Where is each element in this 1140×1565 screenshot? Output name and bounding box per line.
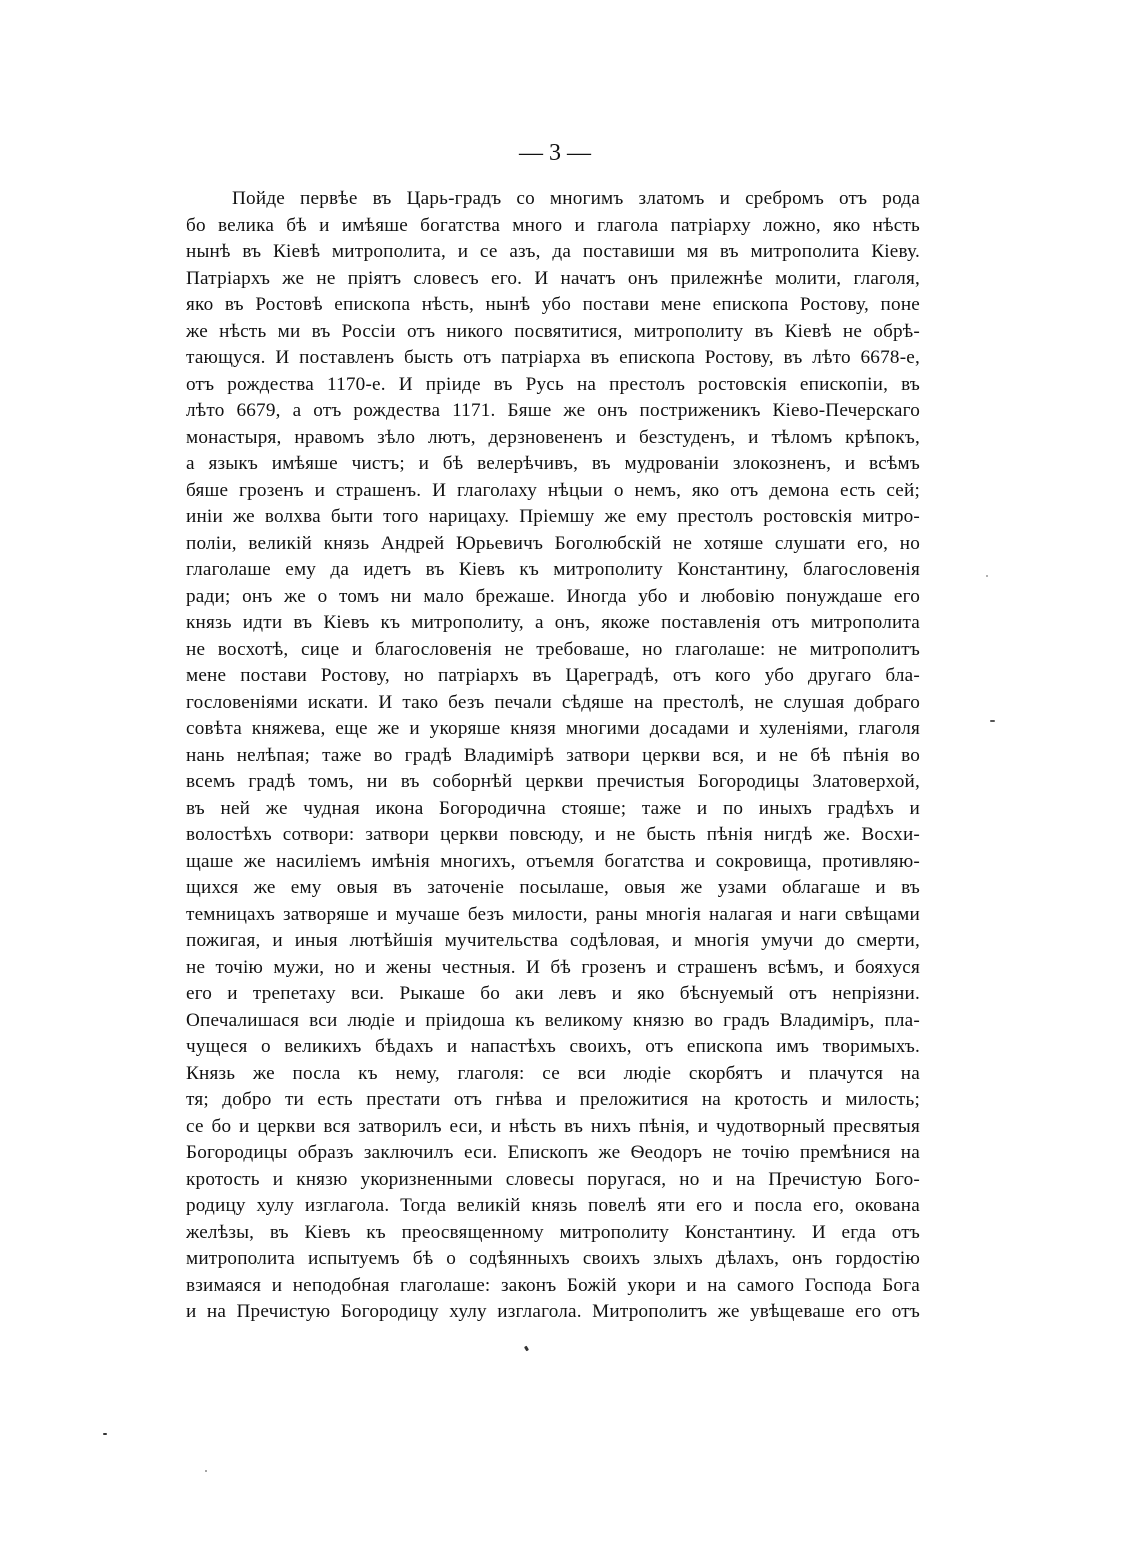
text-line: тающуся. И поставленъ бысть отъ патріарха въ епископа Ростову, въ лѣто 6678-е, — [186, 347, 920, 368]
text-line: Опечалишася вси людіе и пріидоша къ великому князю во градъ Владиміръ, пла- — [186, 1009, 920, 1031]
text-line: чущеся о великихъ бѣдахъ и напастѣхъ своихъ, отъ епископа имъ творимыхъ. — [186, 1036, 920, 1057]
text-line: монастыря, нравомъ зѣло лютъ, дерзновененъ и безстуденъ, и тѣломъ крѣпокъ, — [186, 426, 920, 448]
text-line: нынѣ въ Кіевѣ митрополита, и се азъ, да поставиши мя въ митрополита Кіеву. — [186, 241, 920, 262]
text-line: Пойде первѣе въ Царь-градъ со многимъ златомъ и сребромъ отъ рода — [232, 188, 920, 209]
text-line: Князь же посла къ нему, глаголя: се вси людіе скорбятъ и плачутся на — [186, 1062, 920, 1084]
text-line: щихся же ему овыя въ заточеніе посылаше, овыя же узами облагаше и въ — [186, 877, 920, 898]
text-line: князь идти въ Кіевъ къ митрополиту, а онъ, якоже поставленія отъ митрополита — [186, 612, 920, 633]
print-speck — [986, 575, 988, 577]
text-line: бо велика бѣ и имѣяше богатства много и глагола патріарху ложно, яко нѣсть — [186, 214, 920, 236]
print-speck — [990, 720, 995, 722]
text-line: всемъ градѣ томъ, ни въ соборнѣй церкви пречистыя Богородицы Златоверхой, — [186, 771, 920, 792]
text-line: взимаяся и неподобная глаголаше: законъ Божій укори и на самого Господа Бога — [186, 1274, 920, 1296]
text-line: совѣта княжева, еще же и укоряше князя многими досадами и хуленіями, глаголя — [186, 718, 920, 739]
body-text — [186, 186, 920, 1326]
text-line: се бо и церкви вся затворилъ еси, и нѣсть въ нихъ пѣнія, и чудотворный пресвятыя — [186, 1115, 920, 1137]
print-speck — [524, 1346, 529, 1352]
text-line: щаше же насиліемъ имѣнія многихъ, отъемля богатства и сокровища, противляю- — [186, 850, 920, 872]
text-line: бяше грозенъ и страшенъ. И глаголаху нѣцыи о немъ, яко отъ демона есть сей; — [186, 479, 920, 501]
text-line: нань нелѣпая; таже во градѣ Владимірѣ затвори церкви вся, и не бѣ пѣнія во — [186, 744, 920, 766]
text-line: лѣто 6679, а отъ рождества 1171. Бяше же онъ постриженикъ Кіево-Печерскаго — [186, 400, 920, 421]
text-line: ради; онъ же о томъ ни мало брежаше. Иногда убо и любовію понуждаше его — [186, 585, 920, 607]
text-line: не восхотѣ, сице и благословенія не требоваше, но глаголаше: не митрополитъ — [186, 638, 920, 660]
text-line: гословеніями искати. И тако безъ печали сѣдяше на престолѣ, не слушая добраго — [186, 691, 920, 713]
text-line: въ ней же чудная икона Богородична стояше; таже и по иныхъ градѣхъ и — [186, 797, 920, 819]
text-line: отъ рождества 1170-е. И пріиде въ Русь на престолъ ростовскія епископіи, въ — [186, 373, 920, 395]
text-line: Патріархъ же не пріятъ словесъ его. И начатъ онъ прилежнѣе молити, глаголя, — [186, 267, 920, 289]
text-line: пожигая, и иныя лютѣйшія мучительства содѣловая, и многія умучи до смерти, — [186, 930, 920, 951]
text-line: родицу хулу изглагола. Тогда великій князь повелѣ яти его и посла его, окована — [186, 1195, 920, 1216]
print-speck — [205, 1470, 207, 1472]
text-line: его и трепетаху вси. Рыкаше бо аки левъ и яко бѣснуемый отъ непріязни. — [186, 983, 920, 1004]
text-line: а языкъ имѣяше чистъ; и бѣ велерѣчивъ, въ мудрованіи злокозненъ, и всѣмъ — [186, 453, 920, 474]
text-line: яко въ Ростовѣ епископа нѣсть, нынѣ убо постави мене епископа Ростову, поне — [186, 294, 920, 315]
text-line: темницахъ затворяше и мучаше безъ милости, раны многія налагая и наги свѣщами — [186, 903, 920, 925]
text-line: глаголаше ему да идетъ въ Кіевъ къ митрополиту Константину, благословенія — [186, 559, 920, 580]
text-line: волостѣхъ сотвори: затвори церкви повсюду, и не бысть пѣнія нигдѣ же. Восхи- — [186, 824, 920, 845]
text-line: и на Пречистую Богородицу хулу изглагола. Митрополитъ же увѣщеваше его отъ — [186, 1301, 920, 1322]
text-line: мене постави Ростову, но патріархъ въ Цареградѣ, отъ кого убо другаго бла- — [186, 665, 920, 686]
page-number: — 3 — — [519, 140, 591, 166]
text-line: митрополита испытуемъ бѣ о содѣянныхъ своихъ злыхъ дѣлахъ, онъ гордостію — [186, 1248, 920, 1269]
text-line: Богородицы образъ заключилъ еси. Епископъ же Ѳеодоръ не точію премѣнися на — [186, 1142, 920, 1163]
text-line: поліи, великій князь Андрей Юрьевичъ Боголюбскій не хотяше слушати его, но — [186, 532, 920, 554]
text-line: желѣзы, въ Кіевъ къ преосвященному митрополиту Константину. И егда отъ — [186, 1221, 920, 1243]
text-line: иніи же волхва быти того нарицаху. Пріемшу же ему престолъ ростовскія митро- — [186, 506, 920, 527]
text-line: не точію мужи, но и жены честныя. И бѣ грозенъ и страшенъ всѣмъ, и бояхуся — [186, 956, 920, 978]
print-speck — [103, 1433, 107, 1435]
text-line: тя; добро ти есть престати отъ гнѣва и преложитися на кротость и милость; — [186, 1089, 920, 1110]
text-line: же нѣсть ми въ Россіи отъ никого посвятитися, митрополиту въ Кіевѣ не обрѣ- — [186, 320, 920, 342]
text-line: кротость и князю укоризненными словесы поругася, но и на Пречистую Бого- — [186, 1168, 920, 1190]
